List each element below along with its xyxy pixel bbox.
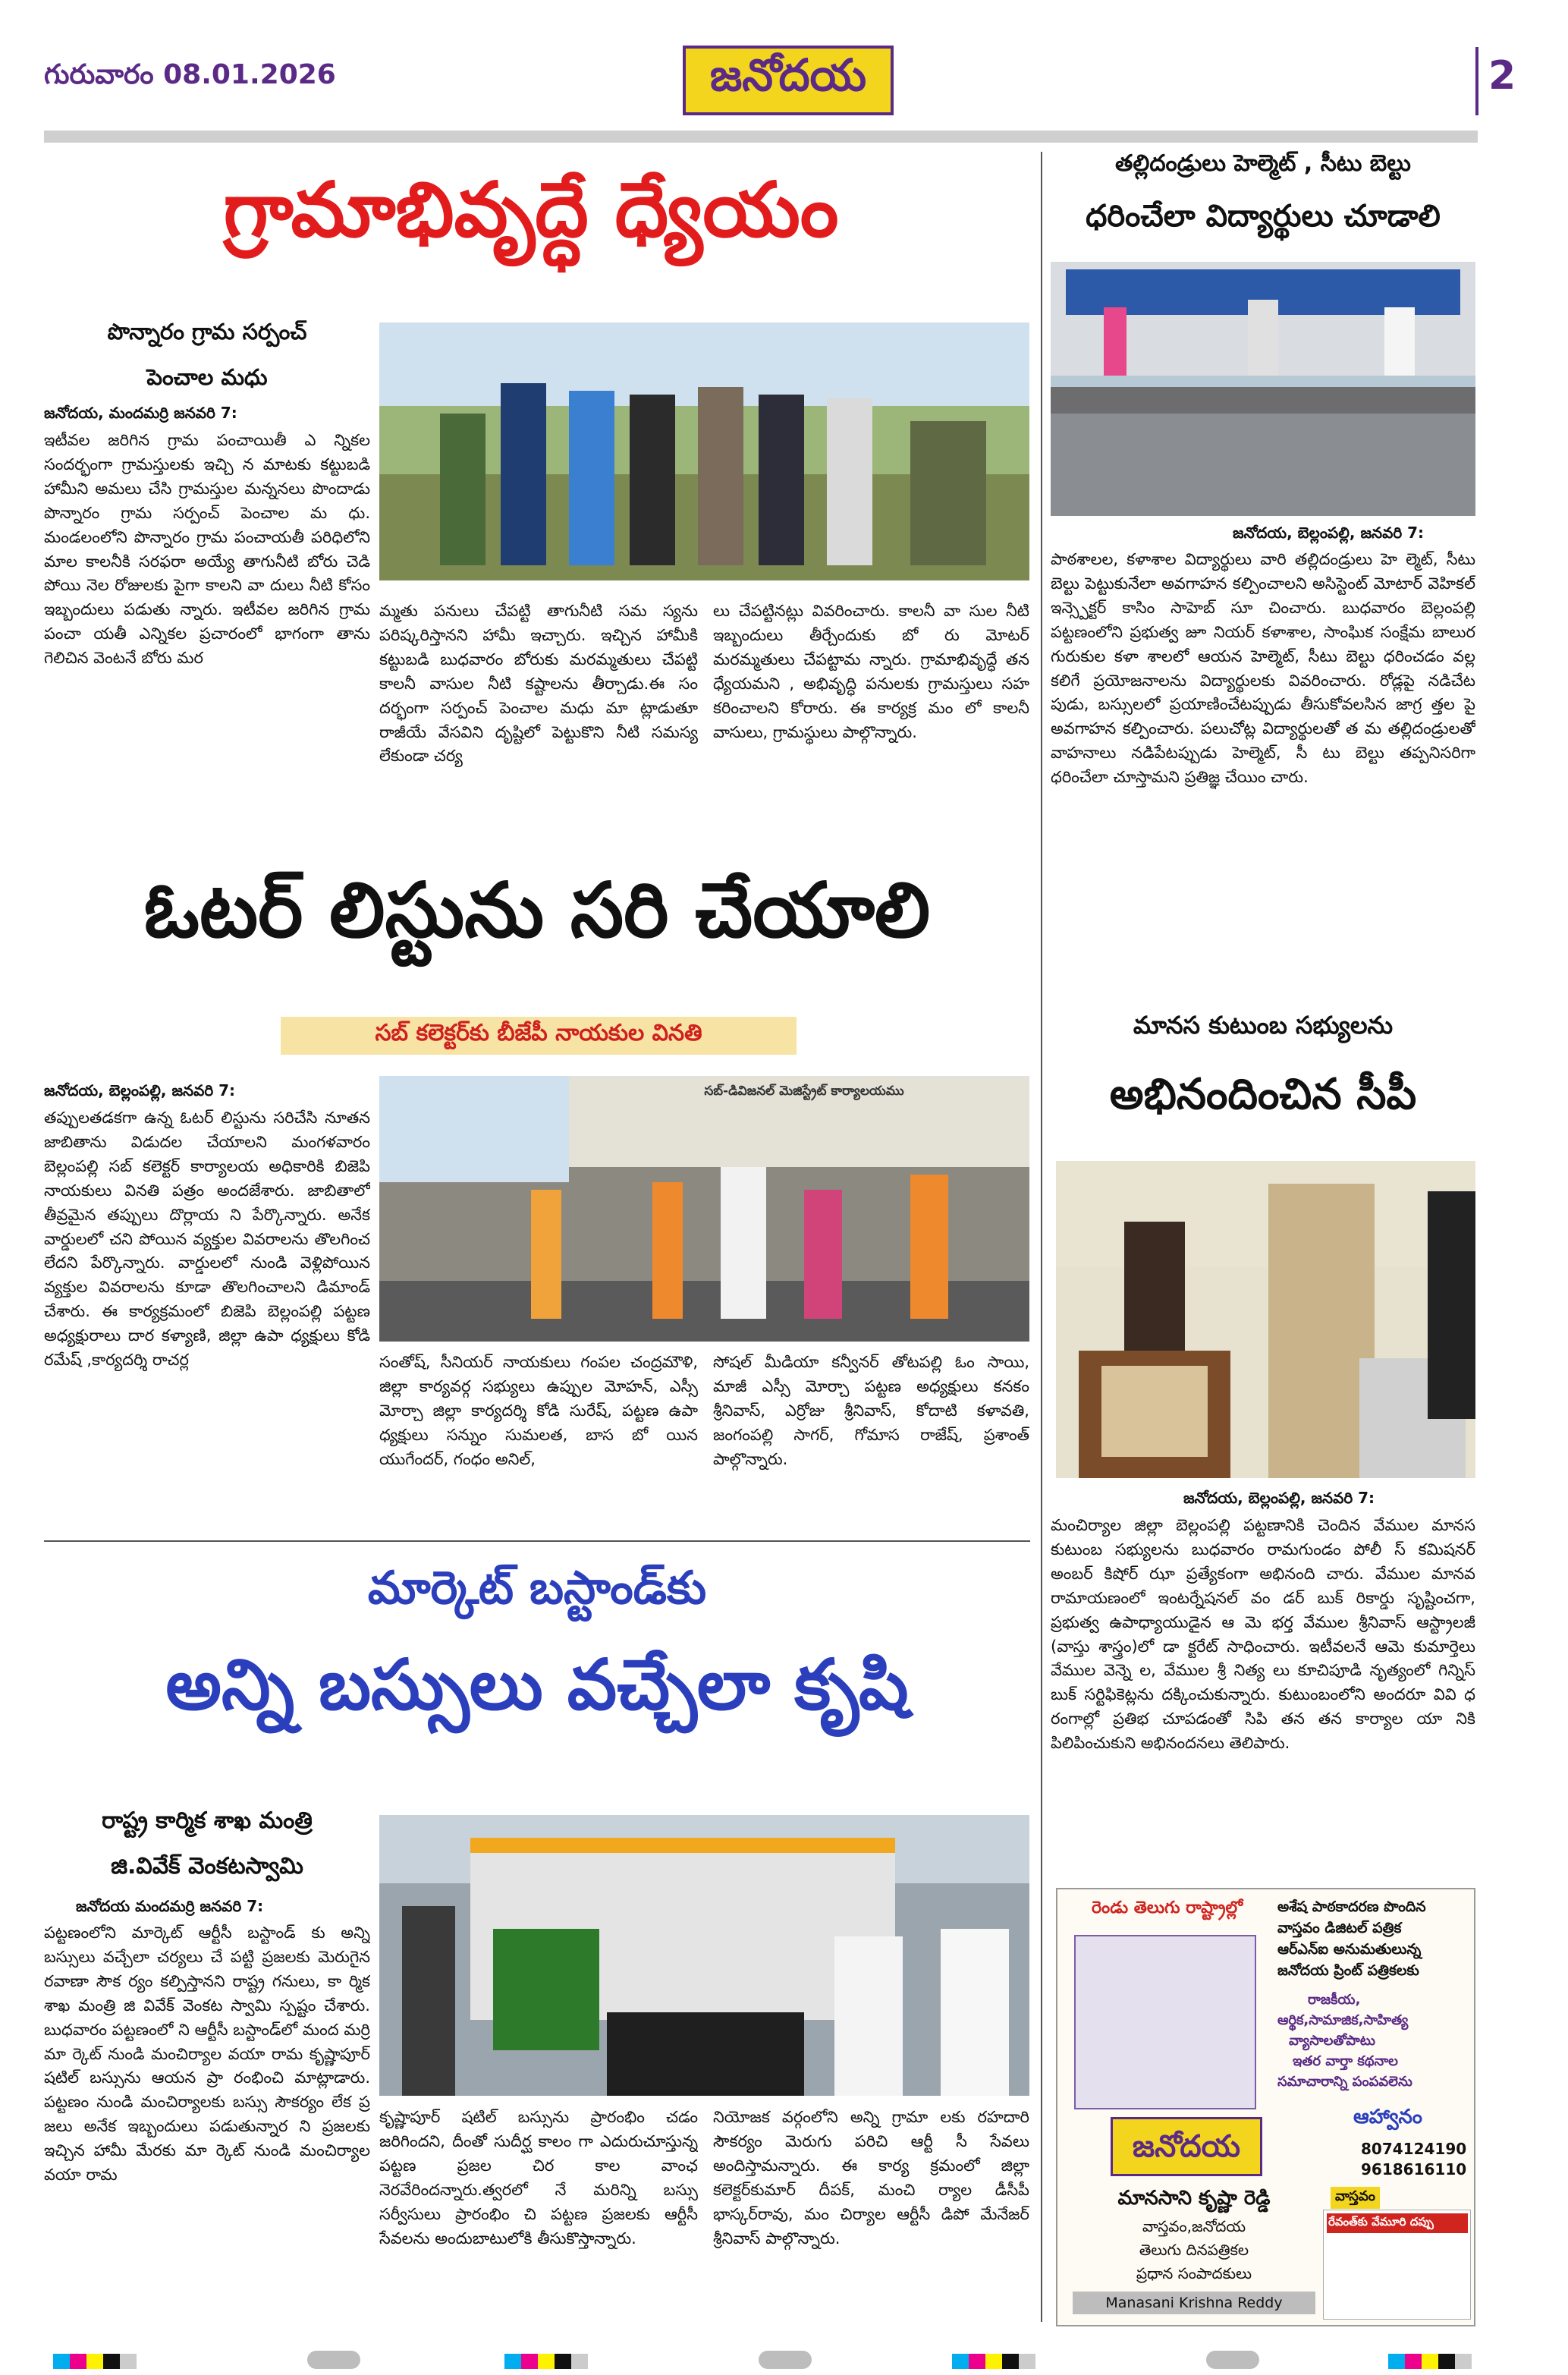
color-strip-3: [952, 2354, 1035, 2369]
ad-line-8: ఇతర వార్తా కథనాల: [1293, 2053, 1398, 2069]
article5-photo: [379, 1815, 1029, 2096]
article5-headline: అన్ని బస్సులు వచ్చేలా కృషి: [165, 1644, 909, 1725]
article1-photo: [379, 322, 1029, 580]
article1-col2: మ్మతు పనులు చేపట్టి తాగునీటి సమ స్యను పరిష్కరిస్తానని హామీ ఇచ్చారు. ఇచ్చిన హామీకి కట్టుబడి బుధవారం బోరుకు మరమ్మతులు చేపట్టి కాలనీ వాసుల నీటి కష్టాలను తీర్చాడు.ఈ సం దర్భంగా సర్పంచ్ పెంచాల మధు మా ట్లాడుతూ రాజీయే వేసవిని దృష్టిలో పెట్టుకొని నీటి సమస్య లేకుండా చర్య: [379, 602, 698, 766]
article3-col2: సంతోష్, సీనియర్ నాయకులు గంపల చంద్రమౌళి, జిల్లా కార్యవర్గ సభ్యులు ఉప్పుల మోహన్, ఎస్సీ మోర్చా జిల్లా కార్యదర్శి కోడి సురేష్, పట్టణ ఉపా ధ్యక్షులు సన్నుం సుమలత, బాస బో యిన యుగేందర్, గంధం అనిల్,: [379, 1353, 698, 1468]
article1-col1: ఇటీవల జరిగిన గ్రామ పంచాయితీ ఎ న్నికల సందర్భంగా గ్రామస్తులకు ఇచ్చి న మాటకు కట్టుబడి హామీని అమలు చేసి గ్రామస్తుల మన్ననలు పొందాడు పొన్నారం గ్రామ సర్పంచ్ పెంచాల మ ధు. మండలంలోని పొన్నారం గ్రామ పంచాయతీ పరిధిలోని మాల కాలనీకి సరఫరా అయ్యే తాగునీటి బోరు చెడి పోయి నెల రోజులకు పైగా కాలని వా దులు నీటి కోసం ఇబ్బందులు పడుతు న్నారు. ఇటీవల జరిగిన గ్రామ పంచా యతీ ఎన్నికల ప్రచారంలో భాగంగా తాను గెలిచిన వెంటనే బోరు మర: [44, 431, 370, 668]
article4-body: మంచిర్యాల జిల్లా బెల్లంపల్లి పట్టణానికి చెందిన వేముల మానస కుటుంబ సభ్యులను బుధవారం రామగుండం పోలీ స్ కమిషనర్ అంబర్ కిషోర్ ఝా ప్రత్యేకంగా అభినంది చారు. వేముల మానవ రామాయణంలో ఇంటర్నేషనల్ వం డర్ బుక్ రికార్డు సృష్టించగా, ప్రభుత్వ ఉపాధ్యాయుడైన ఆ మె భర్త వేముల శ్రీనివాస్ ఆస్ట్రాలజీ (వాస్తు శాస్త్రం)లో డా క్టరేట్ సాధించారు. ఇటీవలనే ఆమె కుమార్తెలు వేముల వెన్నె ల, వేముల శ్రీ నిత్య లు కూచిపూడి నృత్యంలో గిన్నిస్ బుక్ సర్టిఫికెట్లను దక్కించుకున్నారు. కుటుంబంలోని అందరూ వివి ధ రంగాల్లో ప్రతిభ చూపడంతో సిపి తన తన కార్యాల యా నికి పిలిపించుకుని అభినందనలు తెలిపారు.: [1051, 1516, 1475, 1753]
ad-line-9: సమాచారాన్ని పంపవలెను: [1277, 2074, 1412, 2090]
color-strip-1: [53, 2354, 137, 2369]
color-strip-4: [1388, 2354, 1472, 2369]
article5-col2: కృష్ణాపూర్ షటిల్ బస్సును ప్రారంభిం చడం జరిగిందని, దీంతో సుదీర్ఘ కాలం గా ఎదురుచూస్తున్న పట్టణ ప్రజల చిర కాల వాంఛ నెరవేరిందన్నారు.త్వరలో నే మరిన్ని బస్సు సర్వీసులు ప్రారంభిం చి పట్టణ ప్రజలకు ఆర్టీసీ సేవలను అందుబాటులోకి తీసుకొస్తాన్నారు.: [379, 2108, 698, 2248]
article3-col3: సోషల్ మీడియా కన్వీనర్ తోటపల్లి ఓం సాయి, మాజీ ఎస్సీ మోర్చా పట్టణ అధ్యక్షులు కనకం శ్రీనివాస్, ఎర్రోజు శ్రీనివాస్, కోదాటి కళావతి, జంగంపల్లి సాగర్, గోమాస రాజేష్, ప్రశాంత్ పాల్గొన్నారు.: [713, 1353, 1029, 1468]
article5-kicker: మార్కెట్ బస్టాండ్‌కు: [367, 1562, 707, 1615]
header-rule: [44, 131, 1478, 143]
ad-box: [1056, 1888, 1475, 2326]
article1-dateline: జనోదయ, మందమర్రి జనవరి 7:: [44, 404, 237, 422]
registration-mark-3: [1206, 2351, 1259, 2369]
ad-editor-name: మానసాని కృష్ణా రెడ్డి: [1117, 2187, 1271, 2210]
ad-inner-headline: రేవంత్‌కు వేమూరి దప్పు: [1327, 2213, 1468, 2233]
article3-photo: [379, 1076, 1029, 1342]
masthead-logo: జనోదయ: [683, 46, 894, 115]
ad-line-6: ఆర్థిక,సామాజిక,సాహిత్య: [1277, 2012, 1409, 2028]
issue-date: గురువారం 08.01.2026: [44, 59, 336, 90]
article4-kicker: మానస కుటుంబ సభ్యులను: [1133, 1011, 1394, 1040]
ad-footer: Manasani Krishna Reddy: [1073, 2292, 1315, 2314]
ad-line-7: వ్యాసాలతోపాటు: [1289, 2033, 1375, 2049]
ad-line-3: ఆర్‌ఎన్‌ఐ అనుమతులున్న: [1277, 1941, 1422, 1958]
color-strip-2: [504, 2354, 588, 2369]
ad-phone-1: 8074124190: [1361, 2140, 1467, 2158]
article2-kicker: తల్లిదండ్రులు హెల్మెట్ , సీటు బెల్టు: [1115, 150, 1411, 177]
article4-headline: అభినందించిన సీపీ: [1109, 1070, 1417, 1119]
ad-invite: ఆహ్వానం: [1353, 2106, 1422, 2128]
article1-col3: లు చేపట్టినట్లు వివరించారు. కాలనీ వా సుల నీటి ఇబ్బందులు తీర్చేందుకు బో రు మోటర్ మరమ్మతులు చేపట్టామ న్నారు. గ్రామాభివృద్ధే తన ధ్యేయమని , అభివృద్ధి పనులకు గ్రామస్తులు సహ కరించాలని కోరారు. ఈ కార్యక్ర మం లో కాలనీ వాసులు, గ్రామస్థులు పాల్గొన్నారు.: [713, 602, 1029, 741]
ad-line-4: జనోదయ ప్రింట్ పత్రికలకు: [1277, 1962, 1419, 1979]
article2-headline: ధరించేలా విద్యార్థులు చూడాలి: [1086, 199, 1441, 234]
article1-subhead-2: పెంచాల మధు: [146, 364, 268, 390]
ad-line-1b: అశేష పాఠకాదరణ పొందిన: [1277, 1898, 1426, 1915]
ad-phone-2: 9618616110: [1361, 2160, 1467, 2178]
article5-col3: నియోజక వర్గంలోని అన్ని గ్రామా లకు రహదారి సౌకర్యం మెరుగు పరిచి ఆర్టీ సీ సేవలు అందిస్తామన్నారు. ఈ కార్య క్రమంలో జిల్లా కలెక్టర్‌కుమార్ దీపక్, మంచి ర్యాల డీసీపీ భాస్కర్‌రావు, మం చిర్యాల ఆర్టీసీ డిపో మేనేజర్ శ్రీనివాస్ పాల్గొన్నారు.: [713, 2108, 1029, 2248]
registration-mark-1: [307, 2351, 360, 2369]
article5-subhead-2: జి.వివేక్ వెంకటస్వామి: [111, 1853, 303, 1880]
ad-vastavam-label: వాస్తవం: [1331, 2187, 1380, 2209]
article3-col1: తప్పులతడకగా ఉన్న ఓటర్ లిస్టును సరిచేసి నూతన జాబితాను విడుదల చేయాలని మంగళవారం బెల్లంపల్లి సబ్ కలెక్టర్ కార్యాలయ అధికారికి బిజెపి నాయకులు వినతి పత్రం అందజేశారు. జాబితాలో తీవ్రమైన తప్పులు దొర్లాయ ని పేర్కొన్నారు. అనేక వార్డులలో చని పోయిన వ్యక్తుల వివరాలను తొలగించ లేదని పేర్కొన్నారు. వార్డులలో నుండి వెళ్లిపోయిన వ్యక్తుల వివరాలను కూడా తొలగించాలని డిమాండ్ చేశారు. ఈ కార్యక్రమంలో బిజెపి బెల్లంపల్లి పట్టణ అధ్యక్షురాలు దార కళ్యాణి, జిల్లా ఉపా ధ్యక్షులు కోడి రమేష్ ,కార్యదర్శి రాచర్ల: [44, 1109, 370, 1370]
ad-org-2: తెలుగు దినపత్రికల: [1139, 2241, 1249, 2259]
article3-dateline: జనోదయ, బెల్లంపల్లి, జనవరి 7:: [44, 1081, 236, 1099]
article1-subhead-1: పొన్నారం గ్రామ సర్పంచ్: [107, 319, 307, 344]
registration-mark-2: [759, 2351, 812, 2369]
header-divider: [1475, 47, 1478, 115]
article1-headline: గ్రామాభివృద్ధే ధ్యేయం: [223, 165, 839, 254]
article4-dateline: జనోదయ, బెల్లంపల్లి, జనవరి 7:: [1183, 1489, 1375, 1507]
office-signboard: సబ్-డివిజనల్ మెజిస్ట్రేట్ కార్యాలయము: [704, 1084, 904, 1099]
article5-subhead-1: రాష్ట్ర కార్మిక శాఖ మంత్రి: [102, 1807, 313, 1834]
ad-line-1a: రెండు తెలుగు రాష్ట్రాల్లో: [1092, 1898, 1243, 1917]
article2-dateline: జనోదయ, బెల్లంపల్లి, జనవరి 7:: [1233, 524, 1425, 542]
ad-org: వాస్తవం,జనోదయ: [1142, 2217, 1246, 2235]
article5-dateline: జనోదయ మందమర్రి జనవరి 7:: [76, 1897, 264, 1915]
ad-role: ప్రధాన సంపాదకులు: [1136, 2264, 1252, 2282]
article2-body: పాఠశాలల, కళాశాల విద్యార్థులు వారి తల్లిదండ్రులు హె ల్మెట్, సీటు బెల్టు పెట్టుకునేలా అవగాహన కల్పించాలని అసిస్టెంట్ మోటార్ వెహికల్ ఇన్స్పెక్టర్ కాసిం సాహెబ్ సూ చించారు. బుధవారం బెల్లంపల్లి పట్టణంలోని ప్రభుత్వ జూ నియర్ కళాశాల, సాంఘిక సంక్షేమ బాలుర గురుకుల కళా శాలలో ఆయన హెల్మెట్, సీటు బెల్టు ధరించడం వల్ల కలిగే ప్రయోజనాలను విద్యార్థులకు వివరించారు. రోడ్లపై నడిచేట పుడు, బస్సులలో ప్రయాణించేటప్పుడు తీసుకోవలసిన జాగ్ర త్తల పై అవగాహన కల్పించారు. పలుచోట్ల విద్యార్థులతో త మ తల్లిదండ్రులతో వాహనాలు నడిపేటప్పుడు హెల్మెట్, సీ టు బెల్టు తప్పనిసరిగా ధరించేలా చూస్తామని ప్రతిజ్ఞ చేయిం చారు.: [1051, 550, 1475, 787]
column-rule: [1041, 152, 1042, 2322]
article3-subhead: సబ్ కలెక్టర్‌కు బీజేపీ నాయకుల వినతి: [281, 1017, 797, 1055]
ad-line-5: రాజకీయ,: [1308, 1992, 1361, 2008]
article3-headline: ఓటర్ లిస్టును సరి చేయాలి: [143, 866, 931, 955]
section-rule: [44, 1540, 1030, 1542]
article5-col1: పట్టణంలోని మార్కెట్ ఆర్టీసీ బస్టాండ్ కు అన్ని బస్సులు వచ్చేలా చర్యలు చే పట్టి ప్రజలకు మెరుగైన రవాణా సౌక ర్యం కల్పిస్తానని రాష్ట్ర గనులు, కా ర్మిక శాఖ మంత్రి జి వివేక్ వెంకట స్వామి స్పష్టం చేశారు. బుధవారం పట్టణంలో ని ఆర్టీసీ బస్టాండ్‌లో మంద మర్రి మా ర్కెట్ నుండి మంచిర్యాల వయా రామ కృష్ణాపూర్ షటిల్ బస్సును ఆయన ప్రా రంభించి మాట్లాడారు. పట్టణం నుండి మంచిర్యాలకు బస్సు సౌకర్యం లేక ప్ర జలు అనేక ఇబ్బందులు పడుతున్నార ని ప్రజలకు ఇచ్చిన హామీ మేరకు మా ర్కెట్ నుండి మంచిర్యాల వయా రామ: [44, 1924, 370, 2185]
page-number: 2: [1488, 53, 1516, 99]
ad-logo: జనోదయ: [1111, 2117, 1262, 2176]
ad-inner-paper: [1323, 2210, 1471, 2320]
article2-photo: [1051, 262, 1475, 516]
article4-photo: [1056, 1161, 1475, 1478]
ad-newspaper-image: [1074, 1935, 1256, 2109]
ad-line-2: వాస్తవం డిజిటల్ పత్రిక: [1277, 1920, 1402, 1936]
